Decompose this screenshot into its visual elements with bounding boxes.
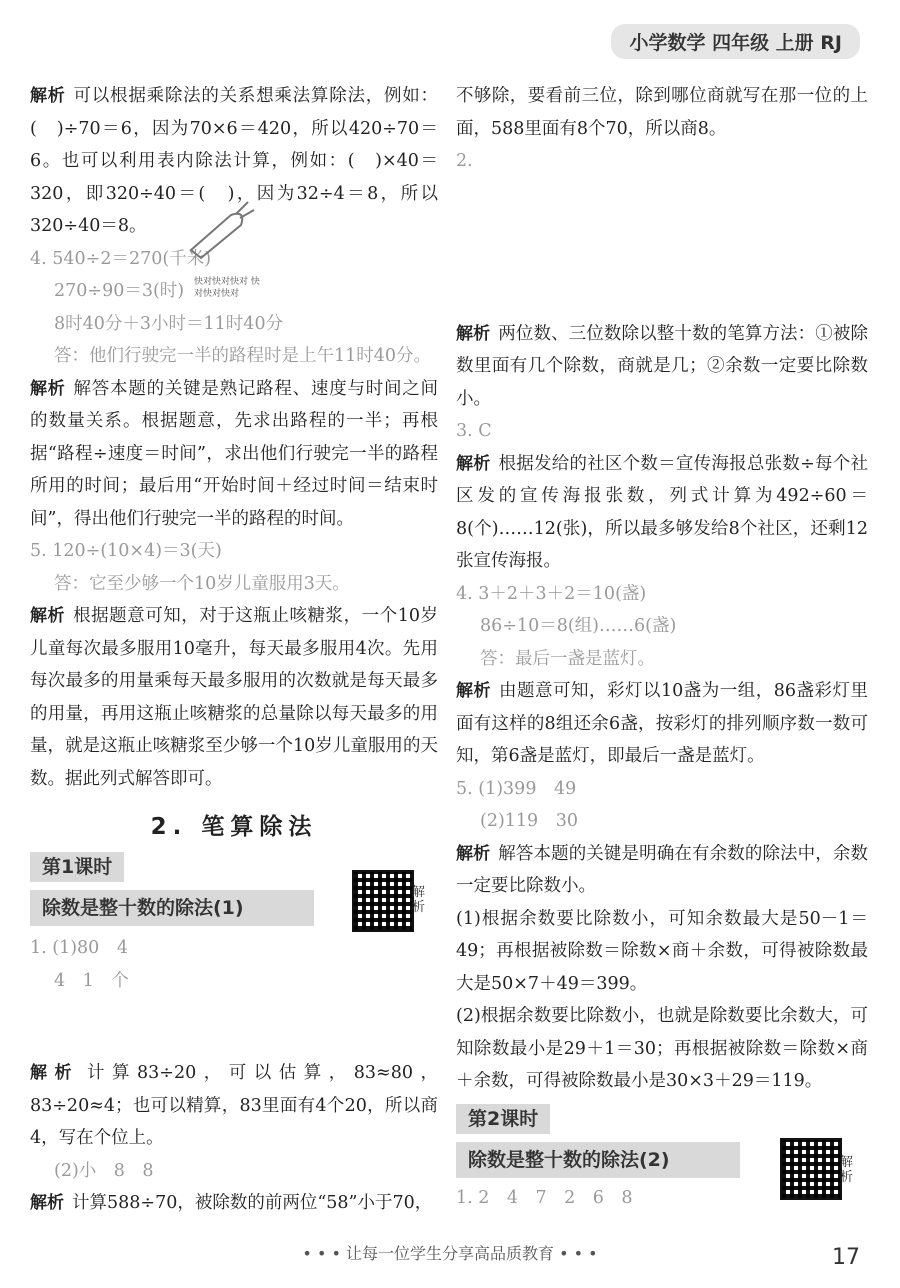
analysis-paragraph: 解析 解答本题的关键是明确在有余数的除法中，余数一定要比除数小。	[456, 843, 869, 896]
q4-line1: 4. 3＋2＋3＋2＝10(盏)	[456, 583, 647, 604]
q4-line2: 270÷90＝3(时)	[54, 281, 185, 301]
analysis-label: 解析	[30, 86, 66, 106]
q4-answer: 答：他们行驶完一半的路程时是上午11时40分。	[54, 346, 432, 366]
right-column	[456, 80, 868, 1215]
explanation-2: (2)根据余数要比除数小，也就是除数要比余数大，可知除数最小是29＋1＝30；再根据被除数＝除数×商＋余数，可得被除数最小是30×3＋29＝119。	[456, 1006, 868, 1091]
q5-line1: 5. 120÷(10×4)＝3(天)	[30, 541, 222, 561]
lesson-subtitle: 除数是整十数的除法(2)	[456, 1142, 740, 1178]
q4-answer: 答：最后一盏是蓝灯。	[480, 648, 655, 669]
continued-paragraph: 不够除，要看前三位，除到哪位商就写在那一位的上面，588里面有8个70，所以商8。	[456, 86, 868, 139]
q4-line1: 4. 540÷2＝270(千米)	[30, 248, 212, 269]
q4-line3: 8时40分＋3小时＝11时40分	[54, 313, 284, 334]
analysis-paragraph: 解析 根据题意可知，对于这瓶止咳糖浆，一个10岁儿童每次最多服用10毫升，每天最多服用4次。先用每次最多的用量乘每天最多服用的次数就是每天最多的用量，再用这瓶止咳糖浆的总量除以每天最多的用量，就是这瓶止咳糖浆至少够一个10岁儿童服用的天数。据此列式解答即可。	[30, 606, 438, 789]
explanation-1: (1)根据余数要比除数小，可知余数最大是50－1＝49；再根据被除数＝除数×商＋余数，可得被除数最大是50×7＋49＝399。	[456, 908, 868, 994]
lesson-tag: 第2课时	[456, 1104, 550, 1134]
q5-line1: 5. (1)399 49	[456, 778, 577, 799]
q1-line2: 4 1 个	[54, 970, 129, 991]
q5-line2: (2)119 30	[480, 811, 578, 831]
q2-label: 2.	[456, 151, 473, 171]
page-number: 17	[832, 1245, 860, 1270]
section-title: 2. 笔算除法	[150, 814, 318, 840]
q1-answers: 1. 2 4 7 2 6 8	[456, 1188, 633, 1208]
qr-label: 解析	[412, 885, 426, 915]
page-header: 小学数学 四年级 上册 RJ	[611, 24, 860, 59]
q5-answer: 答：它至少够一个10岁儿童服用3天。	[54, 573, 350, 594]
analysis-paragraph: 解析 计算588÷70，被除数的前两位“58”小于70，	[30, 1193, 433, 1213]
qr-code[interactable]	[352, 870, 414, 932]
page-footer: • • • 让每一位学生分享高品质教育 • • •	[302, 1244, 598, 1263]
analysis-paragraph: 解析 由题意可知，彩灯以10盏为一组，86盏彩灯里面有这样的8组还余6盏，按彩灯的排列顺序数一数可知，第6盏是蓝灯，即最后一盏是蓝灯。	[456, 681, 868, 766]
qr-label: 解析	[840, 1155, 854, 1185]
q3-answer: 3. C	[456, 421, 492, 441]
q4-line2: 86÷10＝8(组)……6(盏)	[480, 616, 677, 636]
analysis-paragraph: 解析 可以根据乘除法的关系想乘法算除法，例如：( )÷70＝6，因为70×6＝420，所以420÷70＝6。也可以利用表内除法计算，例如：( )×40＝320，即320÷40＝( )，因为32÷4＝8，所以320÷40＝8。	[30, 86, 439, 236]
analysis-paragraph: 解析 计算83÷20，可以估算，83≈80，83÷20≈4；也可以精算，83里面有4个20，所以商4，写在个位上。	[30, 1063, 438, 1148]
analysis-paragraph: 解析 解答本题的关键是熟记路程、速度与时间之间的数量关系。根据题意，先求出路程的一半；再根据“路程÷速度＝时间”，求出他们行驶完一半的路程所用的时间；最后用“开始时间＋经过时间＝结束时间”，得出他们行驶完一半的路程的时间。	[30, 378, 439, 529]
q1-line3: (2)小 8 8	[54, 1160, 154, 1181]
analysis-paragraph: 解析 两位数、三位数除以整十数的笔算方法：①被除数里面有几个除数，商就是几；②余数一定要比除数小。	[456, 323, 869, 409]
qr-code[interactable]	[780, 1138, 842, 1200]
carrot-icon	[186, 200, 256, 260]
lesson-tag: 第1课时	[30, 852, 124, 882]
analysis-paragraph: 解析 根据发给的社区个数＝宣传海报总张数÷每个社区发的宣传海报张数，列式计算为492÷60＝8(个)……12(张)，所以最多够发给8个社区，还剩12张宣传海报。	[456, 453, 868, 571]
lesson-subtitle: 除数是整十数的除法(1)	[30, 890, 314, 926]
q1-line1: 1. (1)80 4	[30, 938, 128, 958]
watermark-note: 快对快对快对 快对快对快对	[194, 277, 260, 299]
